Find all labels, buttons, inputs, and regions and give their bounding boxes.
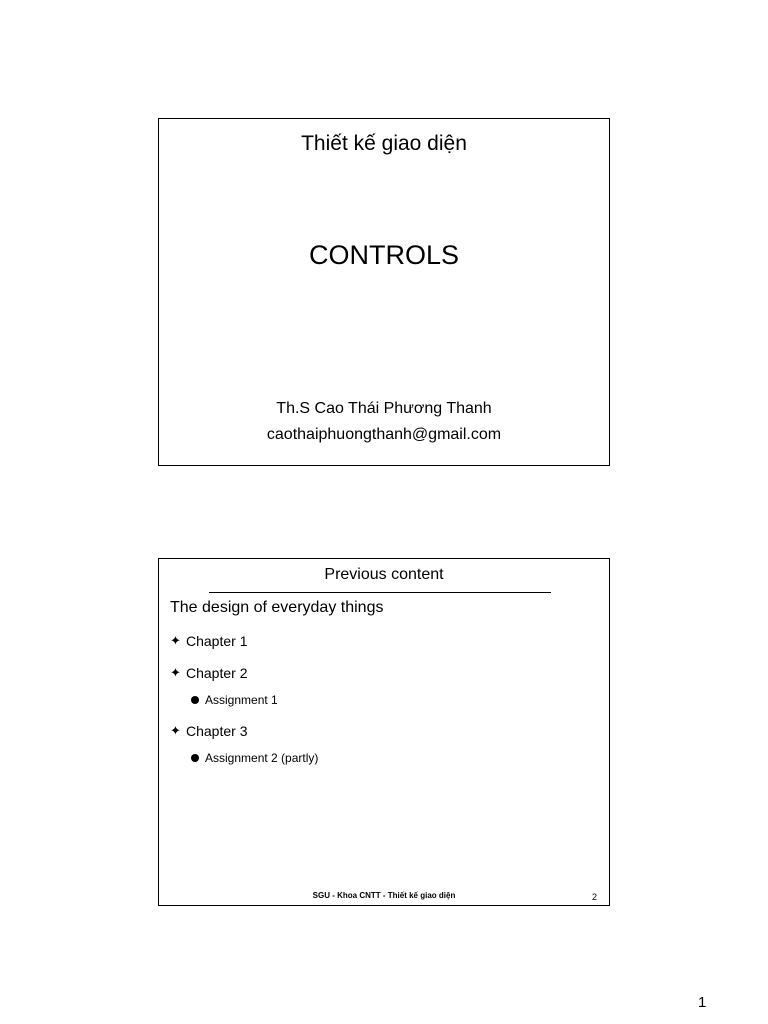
title-slide (158, 118, 610, 466)
star-bullet-icon: ✦ (170, 665, 181, 680)
content-slide (158, 558, 610, 906)
star-bullet-icon: ✦ (170, 723, 181, 738)
slide-number: 2 (591, 892, 597, 902)
list-item-label: Chapter 3 (186, 723, 248, 739)
slide-footer: SGU - Khoa CNTT - Thiết kế giao diện (312, 891, 456, 900)
dot-bullet-icon (191, 754, 199, 762)
slide-title: Previous content (324, 566, 444, 583)
star-bullet-icon: ✦ (170, 633, 181, 648)
dot-bullet-icon (191, 696, 199, 704)
list-item-label: Chapter 1 (186, 633, 248, 649)
sub-list-item (191, 692, 278, 708)
list-item (170, 632, 247, 650)
sub-list-item-label: Assignment 2 (partly) (205, 751, 319, 765)
list-item (170, 664, 247, 682)
title-underline (209, 592, 551, 593)
slide-title: CONTROLS (308, 240, 460, 270)
list-item (170, 722, 247, 740)
sub-list-item-label: Assignment 1 (205, 693, 278, 707)
sub-list-item (191, 750, 318, 766)
page-number: 1 (698, 994, 707, 1011)
slide-heading: The design of everyday things (170, 599, 384, 616)
author-email: caothaiphuongthanh@gmail.com (266, 426, 502, 443)
author-name: Th.S Cao Thái Phương Thanh (276, 400, 492, 417)
course-subject: Thiết kế giao diện (301, 132, 467, 155)
list-item-label: Chapter 2 (186, 665, 248, 681)
